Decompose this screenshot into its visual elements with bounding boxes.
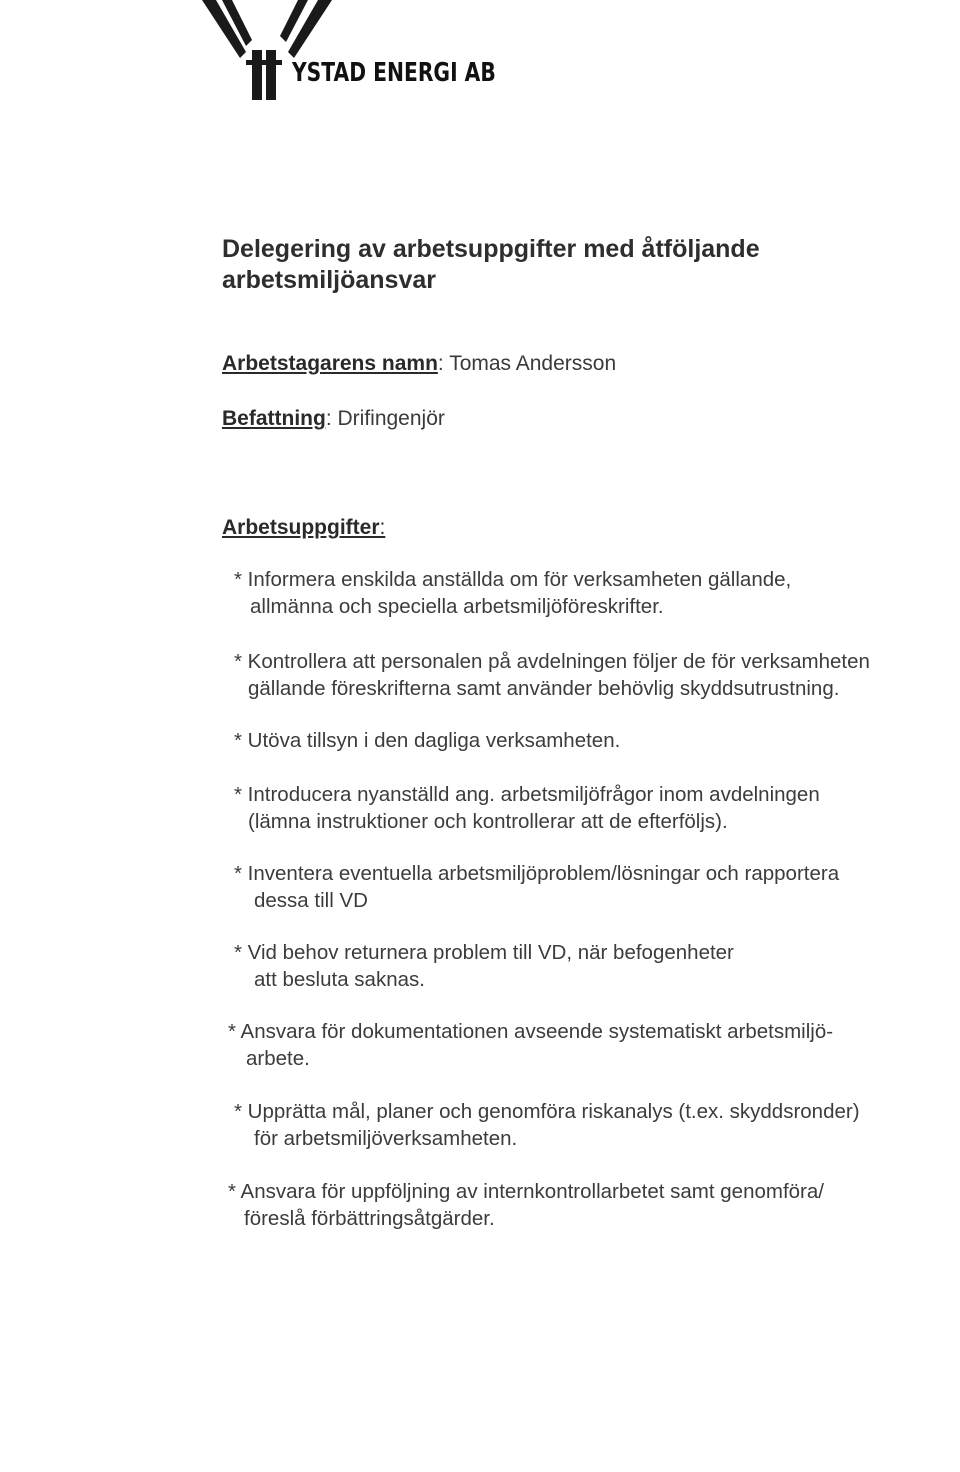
ystad-energi-logo-icon — [200, 0, 340, 110]
task-item — [234, 939, 734, 993]
task-line-1: * Introducera nyanställd ang. arbetsmiljöfrågor inom avdelningen — [234, 783, 820, 806]
task-line-2: gällande föreskrifterna samt använder behövlig skyddsutrustning. — [248, 677, 840, 700]
task-item — [234, 648, 870, 702]
task-line-1: * Upprätta mål, planer och genomföra riskanalys (t.ex. skyddsronder) — [234, 1100, 860, 1123]
task-line-2: för arbetsmiljöverksamheten. — [254, 1127, 518, 1150]
task-line-2: föreslå förbättringsåtgärder. — [244, 1207, 495, 1230]
task-line-1: * Vid behov returnera problem till VD, när befogenheter — [234, 941, 734, 964]
task-line-1: * Inventera eventuella arbetsmiljöproblem/lösningar och rapportera — [234, 862, 840, 885]
task-item — [234, 566, 791, 620]
task-item — [228, 1018, 833, 1072]
task-item — [234, 1098, 860, 1152]
tasks-heading-colon: : — [379, 516, 386, 539]
task-line-2: allmänna och speciella arbetsmiljöföreskrifter. — [250, 595, 664, 618]
task-line-2: (lämna instruktioner och kontrollerar att de efterföljs). — [248, 810, 728, 833]
company-logo — [200, 0, 540, 110]
task-line-2: dessa till VD — [254, 889, 368, 912]
task-item — [234, 781, 820, 835]
task-line-2: arbete. — [246, 1047, 310, 1070]
task-line-1: * Informera enskilda anställda om för verksamheten gällande, — [234, 568, 792, 591]
position-value: : Drifingenjör — [325, 407, 445, 430]
employee-name-value: : Tomas Andersson — [437, 352, 617, 375]
task-item — [228, 1178, 824, 1232]
task-line-2: att besluta saknas. — [254, 968, 425, 991]
task-line-1: * Kontrollera att personalen på avdelningen följer de för verksamheten — [234, 650, 870, 673]
employee-name-field — [222, 352, 616, 376]
position-label: Befattning — [222, 407, 326, 430]
tasks-heading-text: Arbetsuppgifter — [222, 516, 380, 539]
employee-name-label: Arbetstagarens namn — [222, 352, 438, 375]
logo-text: YSTAD ENERGI AB — [292, 58, 496, 88]
task-item — [234, 727, 620, 754]
task-line-1: * Ansvara för dokumentationen avseende systematiskt arbetsmiljö- — [228, 1020, 834, 1043]
document-title: Delegering av arbetsuppgifter med åtföljande arbetsmiljöansvar — [222, 235, 760, 294]
task-item — [234, 860, 839, 914]
tasks-heading — [222, 516, 385, 540]
position-field — [222, 407, 445, 431]
task-line-1: * Ansvara för uppföljning av internkontrollarbetet samt genomföra/ — [228, 1180, 824, 1203]
task-line-1: * Utöva tillsyn i den dagliga verksamheten. — [234, 729, 621, 752]
